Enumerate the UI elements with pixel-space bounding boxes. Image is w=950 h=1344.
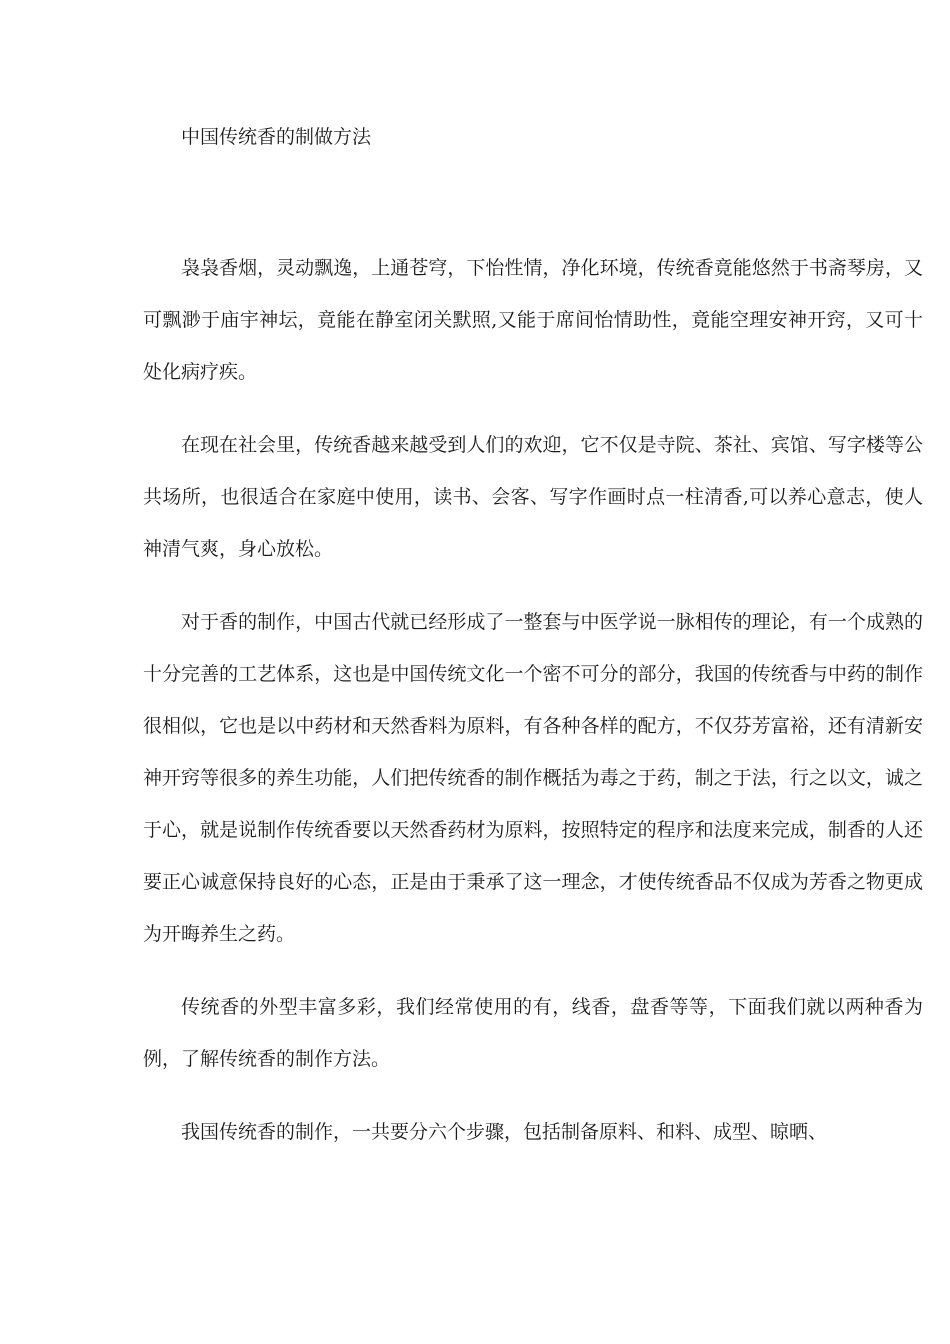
paragraph-craft-theory: 对于香的制作，中国古代就已经形成了一整套与中医学说一脉相传的理论，有一个成熟的十分完善的工艺体系，这也是中国传统文化一个密不可分的部分，我国的传统香与中药的制作很相似，它也是以中药材和天然香料为原料，有各种各样的配方，不仅芬芳富裕，还有清新安神开窍等很多的养生功能，人们把传统香的制作概括为毒之于药，制之于法，行之以文，诚之于心，就是说制作传统香要以天然香药材为原料，按照特定的程序和法度来完成，制香的人还要正心诚意保持良好的心态，正是由于秉承了这一理念，才使传统香品不仅成为芳香之物更成为开晦养生之药。 xyxy=(143,611,923,945)
paragraph-intro: 袅袅香烟，灵动飘逸，上通苍穹，下怡性情，净化环境，传统香竟能悠然于书斋琴房，又可飘渺于庙宇神坛，竟能在静室闭关默照,又能于席间怡情助性，竟能空理安神开窍，又可十处化病疗疾。 xyxy=(143,257,923,383)
paragraph-incense-types: 传统香的外型丰富多彩，我们经常使用的有，线香，盘香等等，下面我们就以两种香为例，了解传统香的制作方法。 xyxy=(143,996,923,1070)
paragraph-modern-use: 在现在社会里，传统香越来越受到人们的欢迎，它不仅是寺院、茶社、宾馆、写字楼等公共场所，也很适合在家庭中使用，读书、会客、写字作画时点一柱清香,可以养心意志，使人神清气爽，身心放松。 xyxy=(143,434,923,560)
document-body xyxy=(143,242,923,1179)
document-title: 中国传统香的制做方法 xyxy=(181,126,372,148)
paragraph-steps: 我国传统香的制作，一共要分六个步骤，包括制备原料、和料、成型、晾晒、 xyxy=(181,1121,828,1143)
